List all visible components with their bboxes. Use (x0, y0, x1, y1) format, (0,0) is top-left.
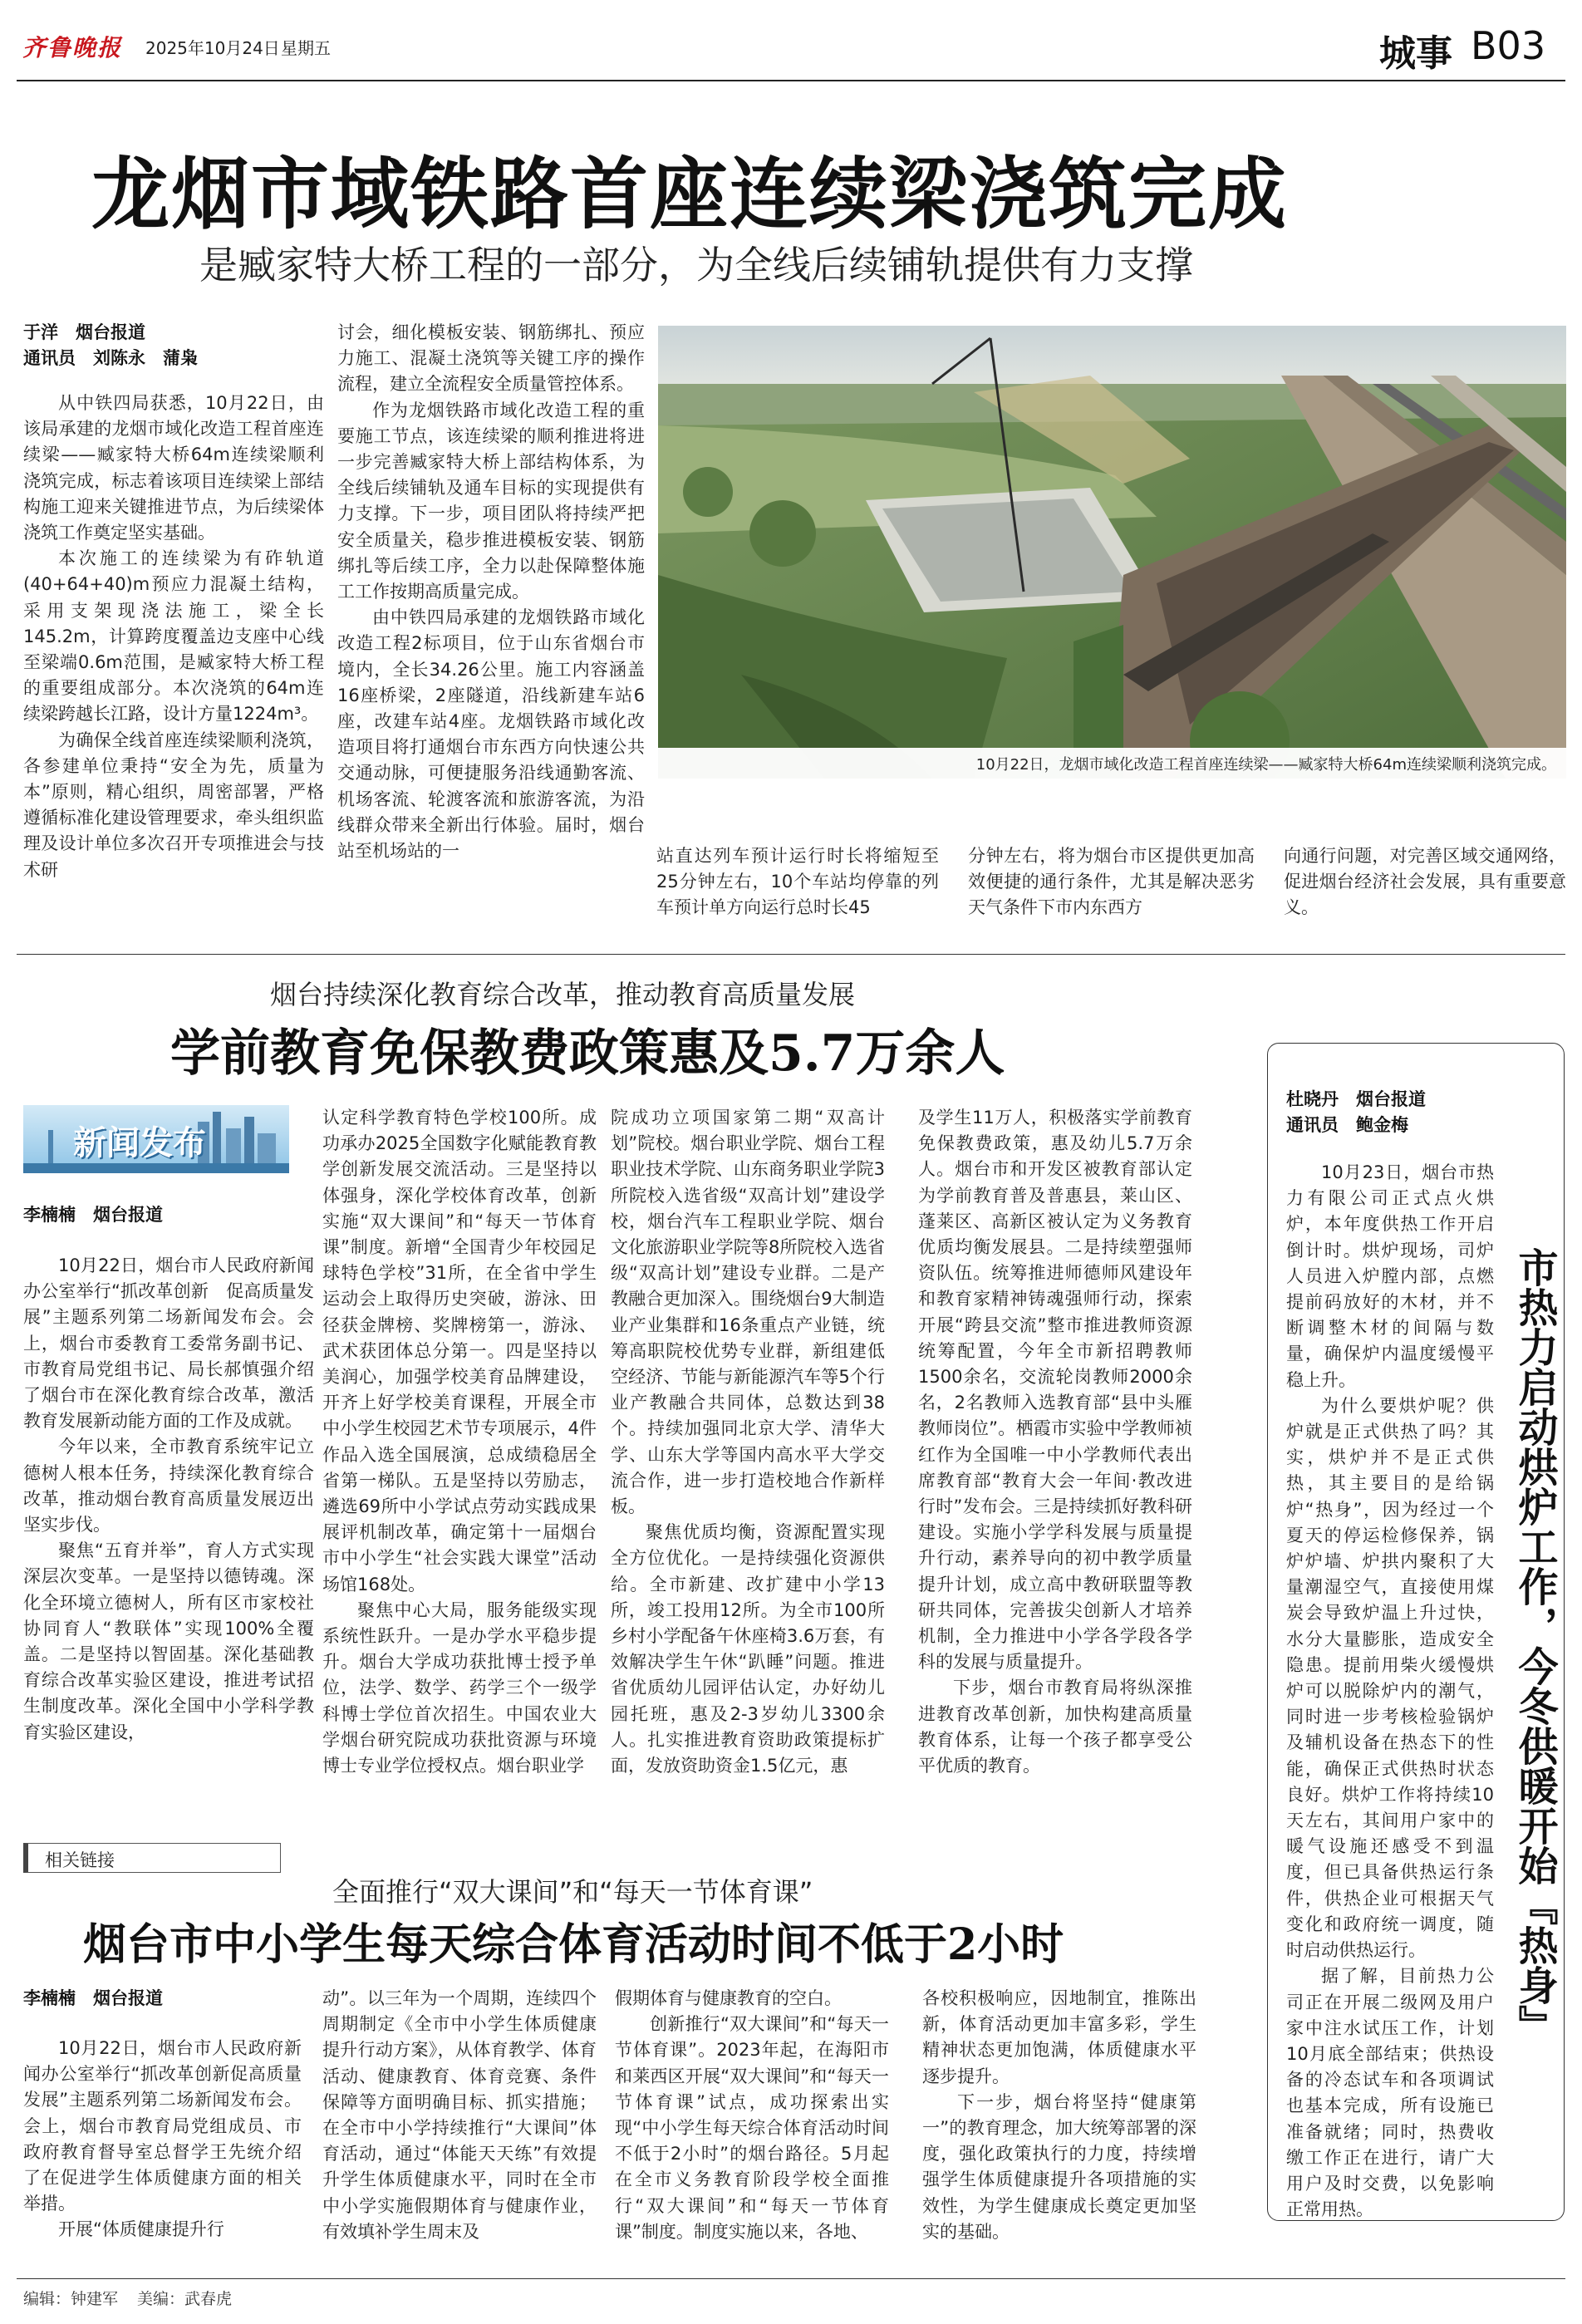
photo-caption: 10月22日，龙烟市域化改造工程首座连续梁——臧家特大桥64m连续梁顺利浇筑完成。 (658, 748, 1566, 779)
story4-correspondent: 通讯员 鲍金梅 (1286, 1115, 1408, 1135)
paragraph: 聚焦优质均衡，资源配置实现全方位优化。一是持续强化资源供给。全市新建、改扩建中小学13所，竣工投用12所。为全市100所乡村小学配备午休座椅3.6万套，有效解决学生午休“趴睡”问题。推进省优质幼儿园评估认定，办好幼儿园托班，惠及2-3岁幼儿3300余人。扎实推进教育资助政策提标扩面，发放资助资金1.5亿元，惠 (611, 1522, 885, 1776)
paragraph: 各校积极响应，因地制宜，推陈出新，体育活动更加丰富多彩，学生精神状态更加饱满，体质健康水平逐步提升。 (922, 1988, 1196, 2086)
paragraph: 及学生11万人，积极落实学前教育免保教费政策，惠及幼儿5.7万余人。烟台市和开发区被教育部认定为学前教育普及普惠县，莱山区、蓬莱区、高新区被认定为义务教育优质均衡发展县。二是持续塑强师资队伍。统筹推进师德师风建设年和教育家精神铸魂强师行动，探索开展“跨县交流”整市推进教师资源统筹配置，今年全市新招聘教师1500余名，交流轮岗教师2000余名，2名教师入选教育部“县中头雁教师岗位”。栖霞市实验中学教师祯红作为全国唯一中小学教师代表出席教育部“教育大会一年间·教改进行时”发布会。三是持续抓好教科研建设。实施小学学科发展与质量提升行动，素养导向的初中教学质量提升计划，成立高中教研联盟等教研共同体，完善拔尖创新人才培养机制，全力推进中小学各学段各学科的发展与质量提升。 (918, 1108, 1192, 1673)
paragraph: 作为龙烟铁路市域化改造工程的重要施工节点，该连续梁的顺利推进将进一步完善臧家特大桥上部结构体系，为全线后续铺轨及通车目标的实现提供有力支撑。下一步，项目团队将持续严把安全质量关，稳步推进模板安装、钢筋绑扎等后续工序，全力以赴保障整体施工工作按期高质量完成。 (337, 400, 645, 602)
paragraph: 下一步，烟台将坚持“健康第一”的教育理念，加大统筹部署的深度，强化政策执行的力度，持续增强学生体质健康提升各项措施的实效性，为学生健康成长奠定更加坚实的基础。 (922, 2091, 1196, 2242)
aerial-bridge-illustration (658, 326, 1566, 779)
badge-label: 新闻发布 (73, 1124, 206, 1162)
story2-column-4 (918, 1105, 1192, 1779)
issue-date: 2025年10月24日 (145, 38, 280, 58)
story3-column-3 (615, 1986, 889, 2245)
paragraph: 院成功立项国家第二期“双高计划”院校。烟台职业学院、烟台工程职业技术学院、山东商务职业学院3所院校入选省级“双高计划”建设学校，烟台汽车工程职业学院、烟台文化旅游职业学院等8所院校入选省级“双高计划”建设专业群。二是产教融合更加深入。围绕烟台9大制造业产业集群和16条重点产业链，统筹高职院校优势专业群，新组建低空经济、节能与新能源汽车等5个行业产教融合共同体，总数达到38个。持续加强同北京大学、清华大学、山东大学等国内高水平大学交流合作，进一步打造校地合作新样板。 (611, 1108, 885, 1517)
paragraph: 由中铁四局承建的龙烟铁路市域化改造工程2标项目，位于山东省烟台市境内，全长34.26公里。施工内容涵盖16座桥梁，2座隧道，沿线新建车站6座，改建车站4座。龙烟铁路市域化改造项目将打通烟台市东西方向快速公共交通动脉，可便捷服务沿线通勤客流、机场客流、轮渡客流和旅游客流，为沿线群众带来全新出行体验。届时，烟台站至机场站的一 (337, 607, 645, 862)
story1-subhead: 是臧家特大桥工程的一部分，为全线后续铺轨提供有力支撑 (199, 243, 1193, 287)
paragraph: 为确保全线首座连续梁顺利浇筑，各参建单位秉持“安全为先，质量为本”原则，精心组织，周密部署，严格遵循标准化建设管理要求，牵头组织监理及设计单位多次召开专项推进会与技术研 (23, 730, 324, 880)
paragraph: 据了解，目前热力公司正在开展二级网及用户家中注水试压工作，计划10月底全部结束；供热设备的冷态试车和各项调试也基本完成，所有设施已准备就绪；同时，热费收缴工作正在进行，请广大用户及时交费，以免影响正常用热。 (1286, 1966, 1494, 2220)
story3-byline: 李楠楠 烟台报道 (23, 1988, 163, 2008)
story3-headline: 烟台市中小学生每天综合体育活动时间不低于2小时 (83, 1919, 1064, 1970)
issue-weekday: 星期五 (281, 38, 331, 58)
story2-byline: 李楠楠 烟台报道 (23, 1205, 163, 1225)
footer-rule (17, 2278, 1565, 2279)
page-number: B03 (1471, 23, 1546, 68)
paragraph: 今年以来，全市教育系统牢记立德树人根本任务，持续深化教育综合改革，推动烟台教育高质量发展迈出坚实步伐。 (23, 1437, 314, 1535)
story2-column-1 (23, 1253, 314, 1746)
bridge-construction-photo (658, 326, 1566, 779)
paragraph: 下步，烟台市教育局将纵深推进教育改革创新，加快构建高质量教育体系，让每一个孩子都享受公平优质的教育。 (918, 1678, 1192, 1776)
footer-designer: 美编：武春虎 (137, 2290, 233, 2308)
paragraph: 10月23日，烟台市热力有限公司正式点火烘炉，本年度供热工作开启倒计时。烘炉现场，司炉人员进入炉膛内部，点燃提前码放好的木材，并不断调整木材的间隔与数量，确保炉内温度缓慢平稳上升。 (1286, 1162, 1494, 1390)
story3-column-1 (23, 2036, 302, 2243)
story1-column-1 (23, 391, 324, 883)
masthead-rule (17, 80, 1565, 81)
story1-column-2 (337, 320, 645, 864)
story2-column-3 (611, 1105, 885, 1779)
paragraph: 10月22日，烟台市人民政府新闻办公室举行“抓改革创新 促高质量发展”主题系列第二场新闻发布会。会上，烟台市委教育工委常务副书记、市教育局党组书记、局长郝慎强介绍了烟台市在深化教育综合改革，激活教育发展新动能方面的工作及成就。 (23, 1255, 314, 1432)
story1-bottom-col-1: 站直达列车预计运行时长将缩短至25分钟左右，10个车站均停靠的列车预计单方向运行总时长45 (656, 846, 939, 918)
paragraph: 本次施工的连续梁为有砟轨道(40+64+40)m预应力混凝土结构，采用支架现浇法施工，梁全长145.2m，计算跨度覆盖边支座中心线至梁端0.6m范围，是臧家特大桥工程的重要组成部分。本次浇筑的64m连续梁跨越长江路，设计方量1224m³。 (23, 548, 324, 725)
section-name: 城事 (1379, 32, 1452, 75)
paragraph: 为什么要烘炉呢？供炉就是正式供热了吗？其实，烘炉并不是正式供热，其主要目的是给锅炉“热身”，因为经过一个夏天的停运检修保养，锅炉炉墙、炉拱内聚积了大量潮湿空气，直接使用煤炭会导致炉温上升过快，水分大量膨胀，造成安全隐患。提前用柴火缓慢烘炉可以脱除炉内的潮气，同时进一步考核检验锅炉及辅机设备在热态下的性能，确保正式供热时状态良好。烘炉工作将持续10天左右，其间用户家中的暖气设施还感受不到温度，但已具备供热运行条件，供热企业可根据天气变化和政府统一调度，随时启动供热运行。 (1286, 1395, 1494, 1961)
story1-headline: 龙烟市域铁路首座连续梁浇筑完成 (91, 149, 1289, 240)
story3-kicker: 全面推行“双大课间”和“每天一节体育课” (332, 1876, 813, 1908)
story1-correspondent: 通讯员 刘陈永 蒲枭 (23, 348, 198, 368)
story4-reporter: 杜晓丹 烟台报道 (1286, 1089, 1426, 1109)
masthead (0, 0, 1582, 83)
related-link-label (23, 1843, 281, 1873)
story2-kicker: 烟台持续深化教育综合改革，推动教育高质量发展 (270, 979, 856, 1010)
footer-editor: 编辑：钟建军 (23, 2290, 119, 2308)
paragraph: 聚焦中心大局，服务能级实现系统性跃升。一是办学水平稳步提升。烟台大学成功获批博士授予单位，法学、数学、药学三个一级学科博士学位首次招生。中国农业大学烟台研究院成功获批资源与环境博士专业学位授权点。烟台职业学 (322, 1599, 597, 1776)
story1-byline (23, 320, 198, 371)
paragraph: 创新推行“双大课间”和“每天一节体育课”。2023年起，在海阳市和莱西区开展“双大课间”和“每天一节体育课”试点，成功探索出实现“中小学生每天综合体育活动时间不低于2小时”的烟台路径。5月起在全市义务教育阶段学校全面推行“双大课间”和“每天一节体育课”制度。制度实施以来，各地、 (615, 2014, 889, 2242)
paragraph: 开展“体质健康提升行 (58, 2219, 224, 2240)
story1-bottom-col-3: 向通行问题，对完善区域交通网络，促进烟台经济社会发展，具有重要意义。 (1284, 846, 1566, 918)
paragraph: 聚焦“五育并举”，育人方式实现深层次变革。一是坚持以德铸魂。深化全环境立德树人，所有区市家校社协同育人“教联体”实现100%全覆盖。二是坚持以智固基。深化基础教育综合改革实验区建设，推进考试招生制度改革。深化全国中小学科学教育实验区建设， (23, 1540, 314, 1742)
story2-column-2 (322, 1105, 597, 1779)
story4-headline: 市热力启动烘炉工作，今冬供暖开始『热身』 (1511, 1247, 1558, 2045)
newspaper-logo: 齐鲁晚报 (22, 34, 123, 61)
paragraph: 假期体育与健康教育的空白。 (615, 1988, 842, 2008)
story3-column-4 (922, 1986, 1196, 2245)
news-release-badge (23, 1105, 289, 1173)
story4-byline (1286, 1087, 1426, 1138)
paragraph: 认定科学教育特色学校100所。成功承办2025全国数字化赋能教育教学创新发展交流活动。三是坚持以体强身，深化学校体育改革，创新实施“双大课间”和“每天一节体育课”制度。新增“全国青少年校园足球特色学校”31所，在全省中学生运动会上取得历史突破，游泳、田径获金牌榜、奖牌榜第一，游泳、武术获团体总分第一。四是坚持以美润心，加强学校美育品牌建设，开齐上好学校美育课程，开展全市中小学生校园艺术节专项展示，4件作品入选全国展演，总成绩稳居全省第一梯队。五是坚持以劳励志，遴选69所中小学试点劳动实践成果展评机制改革，确定第十一届烟台市中小学生“社会实践大课堂”活动场馆168处。 (322, 1108, 597, 1594)
story4-box (1267, 1043, 1565, 2221)
story2-headline: 学前教育免保教费政策惠及5.7万余人 (170, 1024, 1005, 1083)
paragraph: 10月22日，烟台市人民政府新闻办公室举行“抓改革创新促高质量发展”主题系列第二场新闻发布会。会上，烟台市教育局党组成员、市政府教育督导室总督学王先统介绍了在促进学生体质健康方面的相关举措。 (23, 2038, 302, 2214)
paragraph: 讨会，细化模板安装、钢筋绑扎、预应力施工、混凝土浇筑等关键工序的操作流程，建立全流程安全质量管控体系。 (337, 322, 645, 395)
related-link-text: 相关链接 (45, 1850, 115, 1870)
story1-reporter: 于洋 烟台报道 (23, 322, 145, 342)
paragraph: 从中铁四局获悉，10月22日，由该局承建的龙烟市域化改造工程首座连续梁——臧家特大桥64m连续梁顺利浇筑完成，标志着该项目连续梁上部结构施工迎来关键推进节点，为后续梁体浇筑工作奠定坚实基础。 (23, 393, 324, 543)
story4-body (1286, 1160, 1494, 2223)
section-divider (17, 954, 1565, 955)
story1-bottom-col-2: 分钟左右，将为烟台市区提供更加高效便捷的通行条件，尤其是解决恶劣天气条件下市内东西方 (968, 846, 1255, 918)
paragraph: 动”。以三年为一个周期，连续四个周期制定《全市中小学生体质健康提升行动方案》，从体育教学、体育活动、健康教育、体育竞赛、条件保障等方面明确目标、抓实措施；在全市中小学持续推行“大课间”体育活动，通过“体能天天练”有效提升学生体质健康水平，同时在全市中小学实施假期体育与健康作业，有效填补学生周末及 (322, 1988, 597, 2242)
story3-column-2 (322, 1986, 597, 2245)
